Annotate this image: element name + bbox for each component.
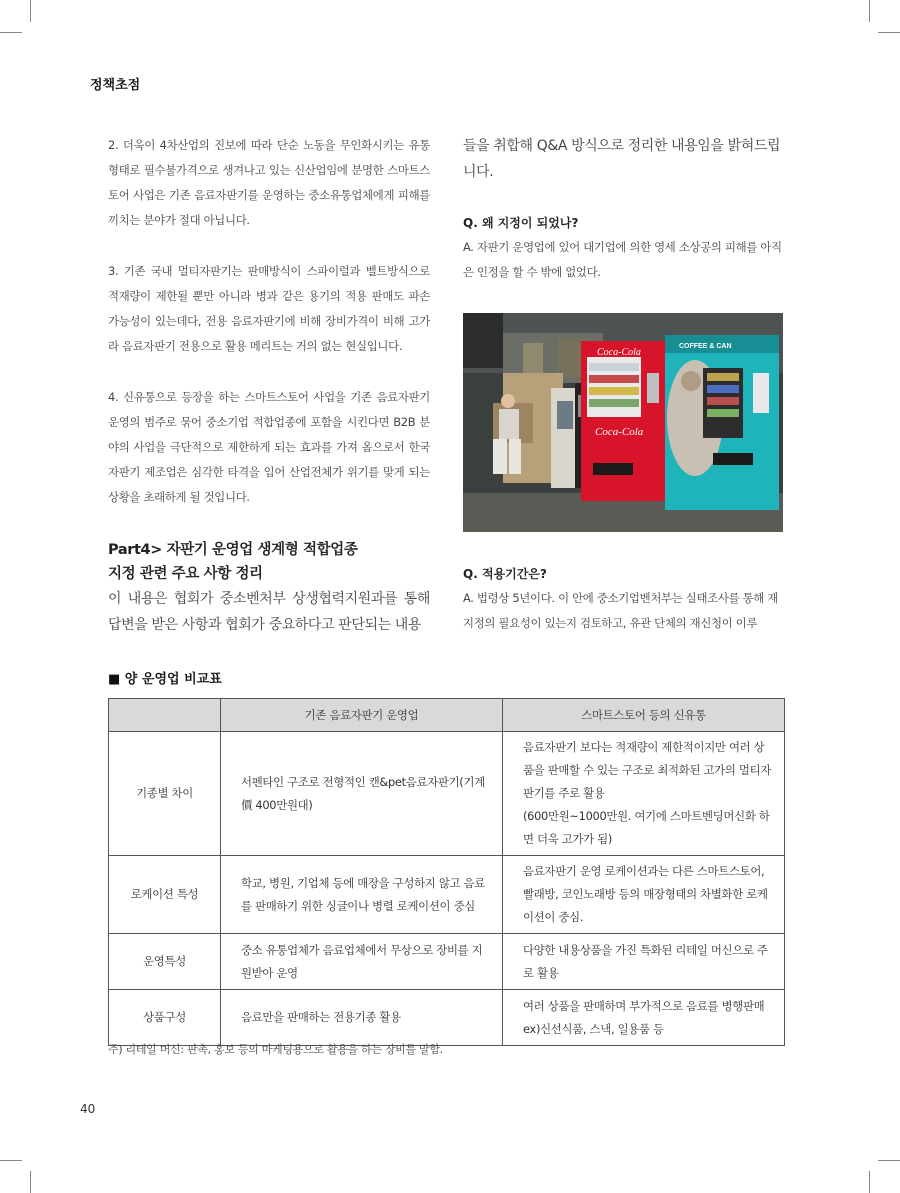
- crop-mark: [878, 32, 900, 33]
- comparison-table: [108, 698, 785, 1046]
- new-cell: 음료자판기 운영 로케이션과는 다른 스마트스토어, 빨래방, 코인노래방 등의 매장형태의 차별화한 로케이션이 중심.: [503, 856, 785, 934]
- part4-title-line2: 지정 관련 주요 사항 정리: [108, 566, 263, 582]
- paragraph-2: 2. 더욱이 4차산업의 진보에 따라 단순 노동을 무인화시키는 유통형태로 필수불가격으로 생겨나고 있는 신산업임에 분명한 스마트스토어 사업은 기존 음료자판기를 운영하는 중소유통업체에게 피해를 끼치는 분야가 절대 아닙니다.: [108, 138, 430, 227]
- new-cell: [503, 732, 785, 856]
- table-header-new: 스마트스토어 등의 신유통: [503, 699, 785, 732]
- table-header-row: [109, 699, 785, 732]
- coffee-can-sign: COFFEE & CAN: [679, 343, 732, 350]
- crop-mark: [30, 0, 31, 22]
- existing-cell: 음료만을 판매하는 전용기종 활용: [221, 990, 503, 1046]
- row-label: 로케이션 특성: [109, 856, 221, 934]
- table-title: ■ 양 운영업 비교표: [108, 672, 222, 687]
- crop-mark: [0, 32, 22, 33]
- existing-cell: 학교, 병원, 기업체 등에 매장을 구성하지 않고 음료를 판매하기 위한 싱글이나 병렬 로케이션이 중심: [221, 856, 503, 934]
- table-row: [109, 934, 785, 990]
- paragraph-3: 3. 기존 국내 멀티자판기는 판매방식이 스파이럴과 벨트방식으로 적재량이 제한될 뿐만 아니라 병과 같은 용기의 적용 판매도 파손 가능성이 있는데다, 전용 음료자판기에 비해 장비가격이 비해 고가라 음료자판기 전용으로 활용 메리트는 거의 없는 현실입니다.: [108, 264, 430, 353]
- table-footnote: 주) 리테일 머신: 판촉, 홍보 등의 마케팅용으로 활용을 하는 장비를 말함.: [108, 1043, 443, 1056]
- new-cell: 다양한 내용상품을 가진 특화된 리테일 머신으로 주로 활용: [503, 934, 785, 990]
- right-column: [463, 133, 785, 285]
- part4-title-line1: Part4> 자판기 운영업 생계형 적합업종: [108, 542, 358, 558]
- existing-cell: 중소 유통업체가 음료업체에서 무상으로 장비를 지원받아 운영: [221, 934, 503, 990]
- row-label: 운영특성: [109, 934, 221, 990]
- page-number: 40: [80, 1102, 96, 1116]
- crop-mark: [878, 1160, 900, 1161]
- crop-mark: [869, 0, 870, 22]
- table-row: [109, 990, 785, 1046]
- existing-cell: 서펜타인 구조로 전형적인 캔&pet음료자판기(기계價 400만원대): [221, 732, 503, 856]
- part4-body: 이 내용은 협회가 중소벤처부 상생협력지원과를 통해 답변을 받은 사항과 협회가 중요하다고 판단되는 내용: [108, 591, 430, 633]
- new-cell-line: 음료자판기 보다는 적재량이 제한적이지만 여러 상품을 판매할 수 있는 구조로 최적화된 고가의 멀티자판기를 주로 활용: [523, 740, 772, 800]
- table-row: [109, 732, 785, 856]
- crop-mark: [0, 1160, 22, 1161]
- coca-cola-sign-2: Coca-Cola: [595, 426, 644, 438]
- new-cell-line: (600만원~1000만원. 여기에 스마트벤딩머신화 하면 더욱 고가가 됨): [523, 809, 770, 846]
- crop-mark: [30, 1171, 31, 1193]
- question-2-block: [463, 562, 785, 636]
- new-cell: 여러 상품을 판매하며 부가적으로 음료를 병행판매 ex)신선식품, 스낵, 일용품 등: [503, 990, 785, 1046]
- answer-1: A. 자판기 운영업에 있어 대기업에 의한 영세 소상공의 피해를 아직은 인정을 할 수 밖에 없었다.: [463, 240, 782, 279]
- crop-mark: [869, 1171, 870, 1193]
- vending-machine-photo: [463, 313, 783, 532]
- table-row: [109, 856, 785, 934]
- lead-text: 들을 취합해 Q&A 방식으로 정리한 내용임을 밝혀드립니다.: [463, 138, 781, 180]
- row-label: 상품구성: [109, 990, 221, 1046]
- answer-2: A. 법령상 5년이다. 이 안에 중소기업벤처부는 실태조사를 통해 재지정의 필요성이 있는지 검토하고, 유관 단체의 재신청이 이루: [463, 591, 779, 630]
- paragraph-4: 4. 신유통으로 등장을 하는 스마트스토어 사업을 기존 음료자판기 운영의 범주로 묶어 중소기업 적합업종에 포함을 시킨다면 B2B 분야의 사업을 극단적으로 제한하게 되는 효과를 가져 옴으로서 한국 자판기 제조업은 심각한 타격을 입어 산업전체가 위기를 맞게 되는 상황을 초래하게 될 것입니다.: [108, 390, 430, 504]
- section-label: 정책초점: [90, 78, 141, 93]
- table-header-existing: 기존 음료자판기 운영업: [221, 699, 503, 732]
- row-label: 기종별 차이: [109, 732, 221, 856]
- coca-cola-sign: Coca-Cola: [597, 347, 641, 358]
- left-column: [108, 133, 430, 638]
- question-2: Q. 적용기간은?: [463, 567, 547, 581]
- table-header-empty: [109, 699, 221, 732]
- question-1: Q. 왜 지정이 되었나?: [463, 216, 579, 230]
